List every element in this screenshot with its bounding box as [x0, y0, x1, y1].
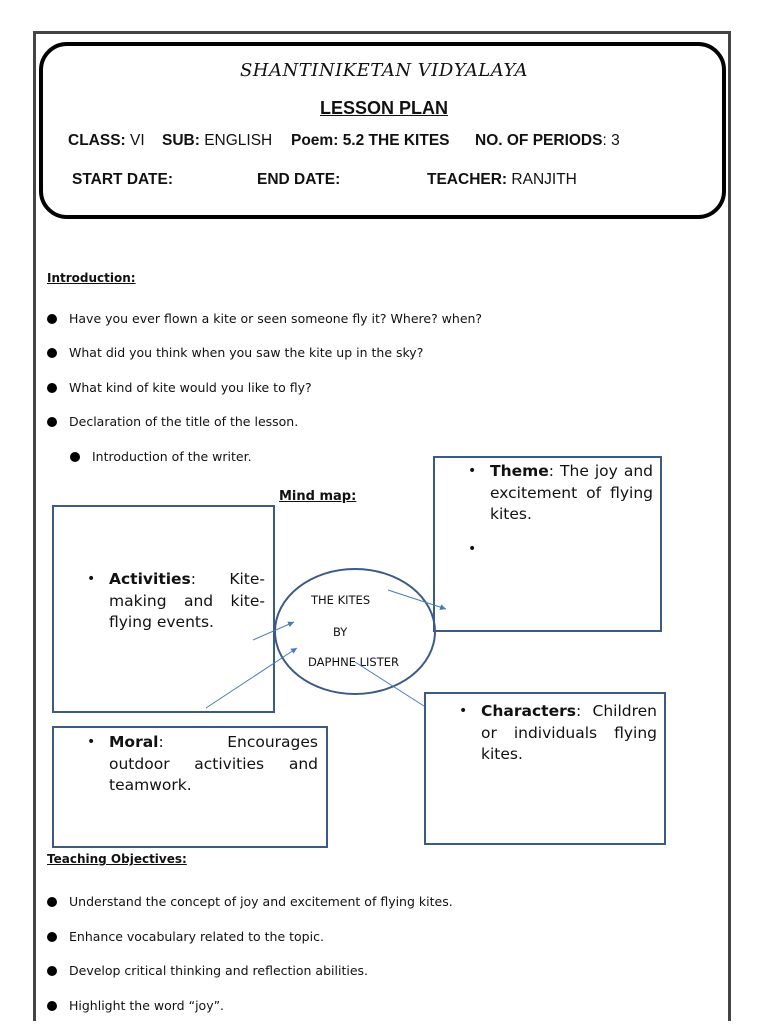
center-title: THE KITES	[311, 593, 371, 607]
teacher-value: RANJITH	[511, 171, 577, 188]
start-date-label: START DATE:	[72, 171, 174, 188]
intro-item: Declaration of the title of the lesson.	[47, 414, 298, 429]
mind-map-title: Mind map:	[279, 489, 357, 504]
intro-item: Have you ever flown a kite or seen someone fly it? Where? when?	[47, 311, 482, 326]
bullet-icon: •	[87, 734, 96, 750]
intro-sub-item: Introduction of the writer.	[70, 449, 252, 464]
bullet-icon	[47, 897, 57, 907]
moral-label: Moral	[109, 733, 159, 751]
bullet-icon: •	[468, 463, 477, 479]
introduction-heading: Introduction:	[47, 271, 136, 285]
line-to-characters	[355, 662, 424, 706]
teacher-label: TEACHER:	[427, 171, 508, 188]
objective-item: Develop critical thinking and reflection abilities.	[47, 963, 368, 978]
class-label: CLASS:	[68, 132, 126, 149]
objectives-heading: Teaching Objectives:	[47, 852, 187, 866]
theme-label: Theme	[490, 462, 549, 480]
subject-value: ENGLISH	[204, 132, 273, 149]
characters-description: : Children or individuals flying kites.	[481, 702, 657, 763]
arrow-to-theme	[388, 590, 446, 609]
characters-label: Characters	[481, 702, 576, 720]
bullet-icon	[47, 1001, 57, 1011]
periods-label: NO. OF PERIODS	[475, 132, 603, 149]
bullet-icon: •	[87, 571, 96, 587]
bullet-icon	[47, 966, 57, 976]
arrow-to-ellipse-from-activities	[253, 622, 294, 640]
poem-label: Poem:	[291, 132, 339, 149]
end-date-label: END DATE:	[257, 171, 341, 188]
center-by: BY	[333, 625, 348, 639]
intro-item: What did you think when you saw the kite up in the sky?	[47, 345, 423, 360]
objective-item: Enhance vocabulary related to the topic.	[47, 929, 324, 944]
poem-value: 5.2 THE KITES	[342, 132, 450, 149]
moral-description: : Encourages outdoor activities and teamwork.	[109, 733, 318, 794]
activities-label: Activities	[109, 570, 191, 588]
subject-label: SUB:	[162, 132, 200, 149]
center-author: DAPHNE LISTER	[308, 655, 400, 669]
periods-value: : 3	[602, 132, 620, 149]
class-value: VI	[130, 132, 145, 149]
school-name: SHANTINIKETAN VIDYALAYA	[239, 60, 529, 81]
objective-item: Understand the concept of joy and excitement of flying kites.	[47, 894, 453, 909]
theme-description: : The joy and excitement of flying kites.	[490, 462, 653, 523]
bullet-icon	[47, 932, 57, 942]
bullet-icon: •	[468, 541, 477, 557]
objective-item: Highlight the word “joy”.	[47, 998, 224, 1013]
activities-description: : Kite-making and kite-flying events.	[109, 570, 265, 631]
arrow-to-ellipse-from-moral	[206, 648, 297, 708]
intro-item: What kind of kite would you like to fly?	[47, 380, 312, 395]
doc-title: LESSON PLAN	[319, 98, 448, 118]
bullet-icon: •	[459, 703, 468, 719]
